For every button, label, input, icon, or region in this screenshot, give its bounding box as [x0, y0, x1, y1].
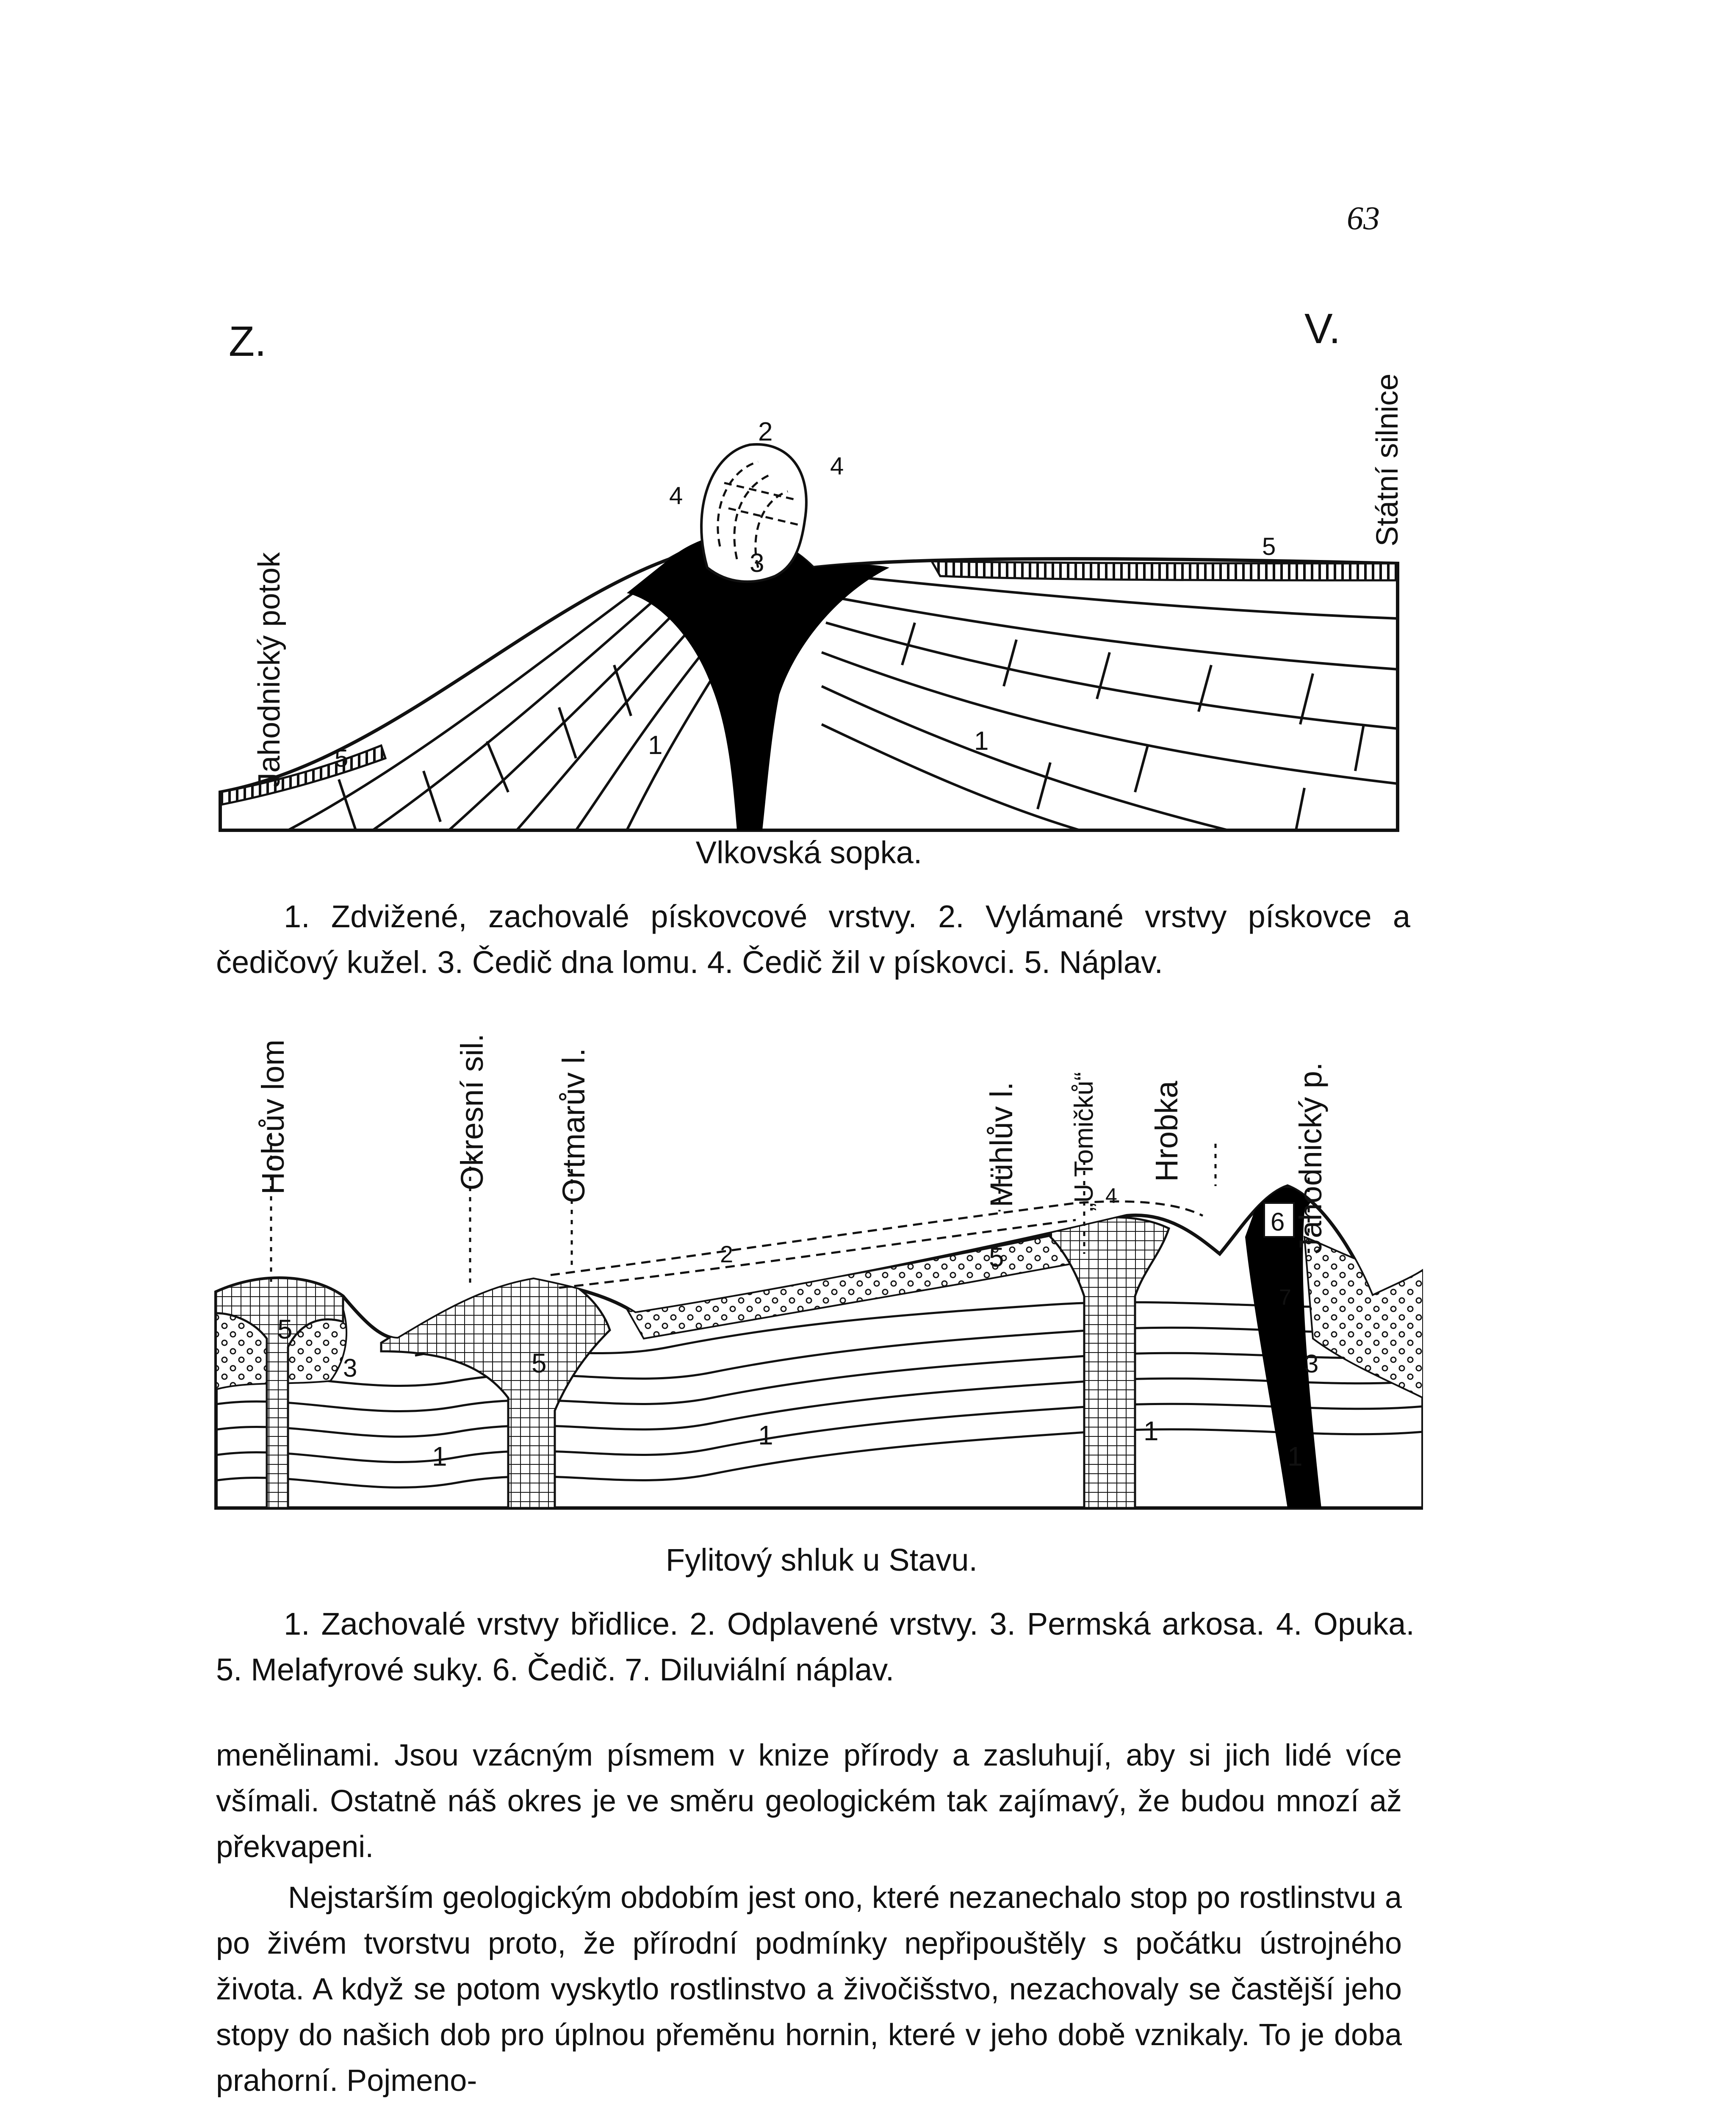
layer-number: 3 — [1304, 1350, 1319, 1378]
layer-number: 3 — [750, 549, 764, 578]
direction-left-label: Z. — [229, 318, 266, 365]
road-label: Státní silnice — [1371, 373, 1404, 546]
layer-number: 4 — [669, 482, 683, 510]
layer-number: 5 — [1262, 533, 1276, 560]
layer-number: 1 — [758, 1420, 773, 1450]
figure-volcano-cross-section — [212, 271, 1423, 834]
layer-number: 1 — [1287, 1441, 1303, 1472]
layer-number: 1 — [1143, 1416, 1159, 1446]
paragraph: Nejstarším geologickým obdobím jest ono, které nezanechalo stop po rostlinstvu a po živém tvorstvu proto, že přírodní podmínky nepřipouštěly s počátku ústrojného života. A když se potom vyskytlo rostlinstvo a živočišstvo, nezachovaly se častější jeho stopy do našich dob pro úplnou přeměnu hornin, které v jeho době vznikaly. To je doba prahorní. Pojmeno- — [216, 1881, 1402, 2098]
layer-number: 6 — [1271, 1208, 1285, 1236]
figure-phyllite-cross-section — [203, 1017, 1423, 1525]
place-label-u-tomicku: „U Tomičků“ — [1069, 1072, 1099, 1211]
layer-number: 5 — [335, 745, 349, 772]
layer-number: 5 — [277, 1314, 293, 1345]
stream-label: Jahodnický potok — [252, 552, 286, 788]
figure2-legend: 1. Zachovalé vrstvy břidlice. 2. Odplavené vrstvy. 3. Permská arkosa. 4. Opuka. 5. Melafyrové suky. 6. Čedič. 7. Diluviální náplav. — [216, 1606, 1415, 1687]
body-text — [216, 1733, 1402, 2104]
figure1-legend: 1. Zdvižené, zachovalé pískovcové vrstvy. 2. Vylámané vrstvy pískovce a čedičový kužel. 3. Čedič dna lomu. 4. Čedič žil v pískovci. 5. Náplav. — [216, 899, 1410, 980]
place-label-hrobka: Hrobka — [1149, 1081, 1184, 1182]
place-label-okresni-silnice: Okresní sil. — [454, 1033, 490, 1190]
layer-number: 2 — [758, 417, 773, 446]
volcano-diagram — [212, 271, 1423, 834]
layer-number: 2 — [720, 1241, 734, 1267]
place-label-ortmaruv-lom: Ortmarův l. — [556, 1048, 591, 1203]
layer-number: 4 — [830, 452, 844, 480]
layer-number: 1 — [974, 726, 989, 756]
direction-right-label: V. — [1304, 305, 1341, 352]
layer-number: 3 — [343, 1354, 357, 1382]
phyllite-diagram — [203, 1017, 1423, 1525]
page-number: 63 — [1347, 200, 1380, 236]
layer-number: 5 — [532, 1348, 547, 1378]
figure1-title: Vlkovská sopka. — [695, 835, 922, 870]
place-label-holcuv-lom: Holcův lom — [255, 1040, 291, 1195]
paragraph: menělinami. Jsou vzácným písmem v knize přírody a zasluhují, aby si jich lidé více všímali. Ostatně náš okres je ve směru geologickém tak zajímavý, že budou mnozí až překvapeni. — [216, 1738, 1402, 1864]
layer-number: 5 — [989, 1242, 1004, 1272]
layer-number: 7 — [1279, 1285, 1291, 1310]
layer-number: 4 — [1105, 1184, 1117, 1208]
layer-number: 1 — [432, 1441, 447, 1472]
layer-number: 1 — [648, 731, 663, 760]
figure2-title: Fylitový shluk u Stavu. — [665, 1542, 978, 1577]
place-label-muhluv-lom: Mühlův l. — [984, 1081, 1019, 1207]
place-label-jahodnicky-potok: Jahodnický p. — [1293, 1062, 1328, 1254]
